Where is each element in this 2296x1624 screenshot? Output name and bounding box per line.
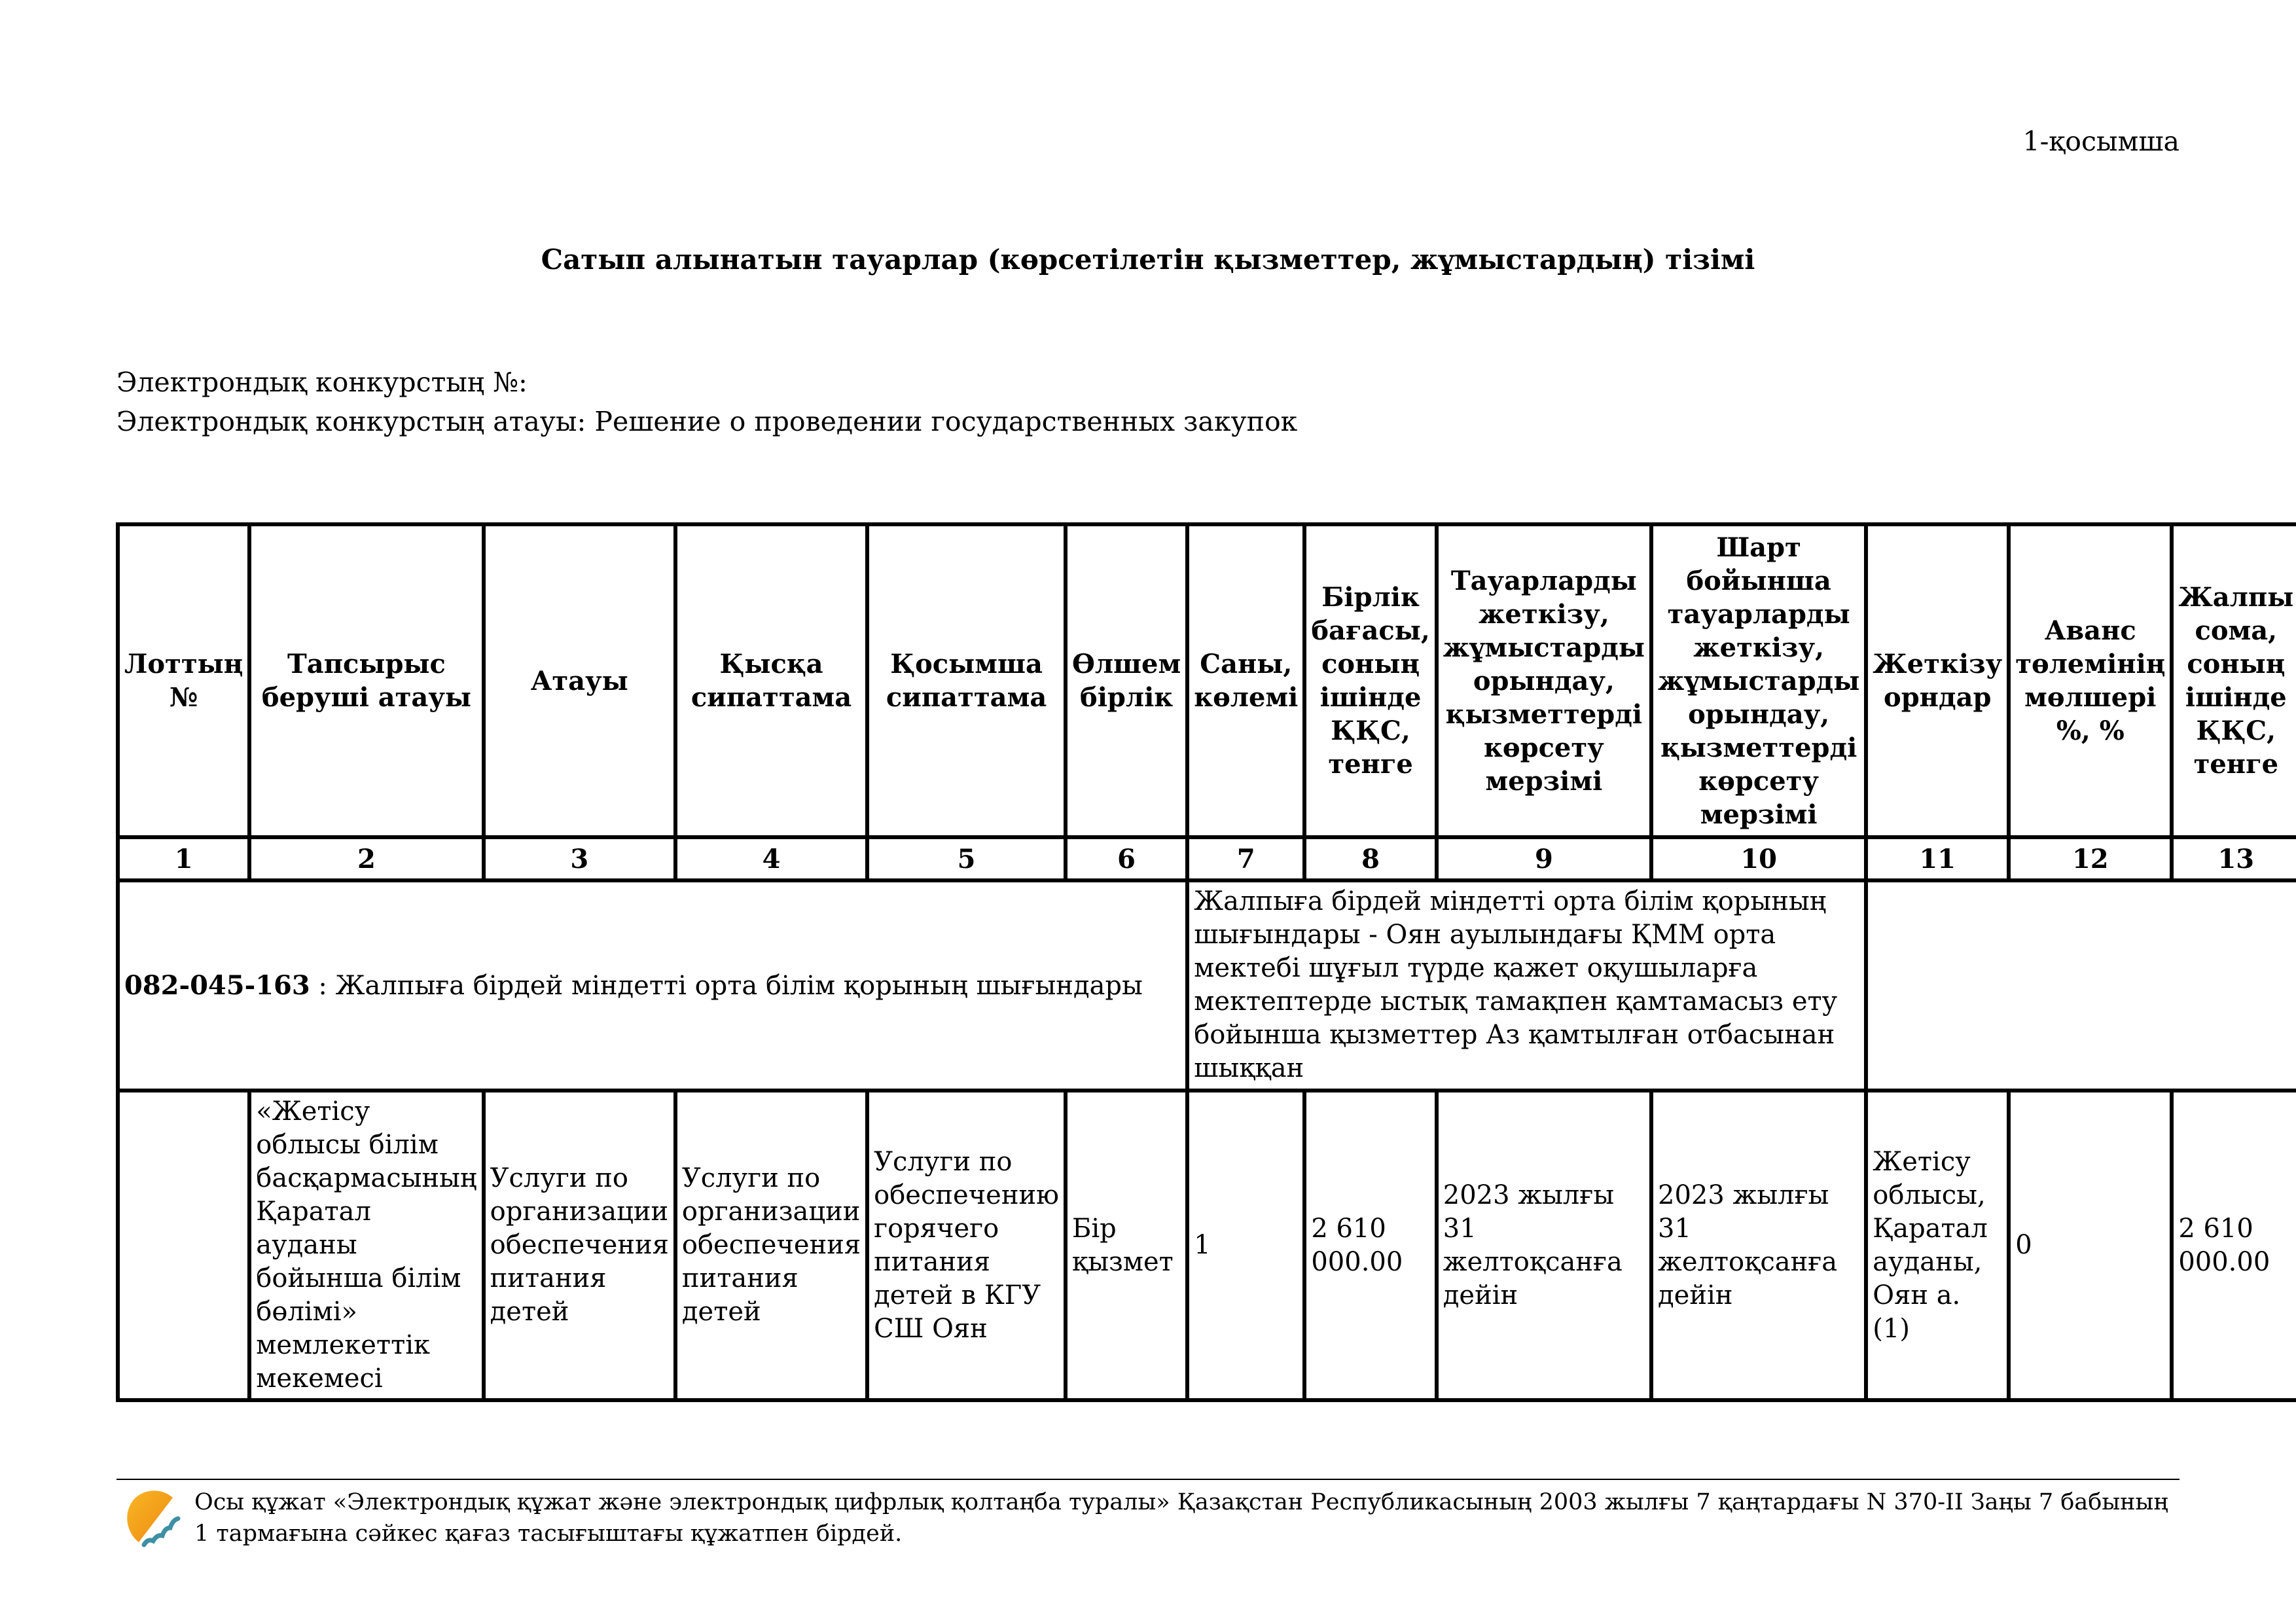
header-extra-desc: Қосымша сипаттама [867,524,1066,837]
column-number: 13 [2172,837,2296,880]
page-title: Сатып алынатын тауарлар (көрсетілетін қызметтер, жұмыстардың) тізімі [541,244,1755,276]
cell-quantity: 1 [1187,1091,1304,1400]
column-number: 1 [118,837,249,880]
section-name: Жалпыға бірдей міндетті орта білім қорының шығындары [335,970,1143,1001]
footer-divider [117,1479,2179,1480]
header-row [118,524,2296,837]
cell-delivery-place: Жетісу облысы, Қаратал ауданы, Оян а. (1) [1866,1091,2009,1400]
header-unit: Өлшем бірлік [1066,524,1187,837]
column-number: 7 [1187,837,1304,880]
section-code: 082-045-163 [124,969,310,1001]
column-number: 3 [484,837,675,880]
cell-delivery-term: 2023 жылғы 31 желтоқсанға дейін [1437,1091,1651,1400]
cell-name: Услуги по организации обеспечения питания детей [484,1091,675,1400]
procurement-table [116,522,2296,1402]
header-delivery-term: Тауарларды жеткізу, жұмыстарды орындау, қызметтерді көрсету мерзімі [1437,524,1651,837]
section-row [118,880,2296,1091]
column-number: 12 [2009,837,2172,880]
column-number-row [118,837,2296,880]
section-empty-cell [1866,880,2296,1091]
header-advance: Аванс төлемінің мөлшері %, % [2009,524,2172,837]
contest-name-line [117,405,1297,439]
header-lot-no: Лоттың № [118,524,249,837]
column-number: 9 [1437,837,1651,880]
cell-short-desc: Услуги по организации обеспечения питания детей [675,1091,867,1400]
cell-extra-desc: Услуги по обеспечению горячего питания детей в КГУ СШ Оян [867,1091,1066,1400]
cell-contract-term: 2023 жылғы 31 желтоқсанға дейін [1651,1091,1866,1400]
header-short-desc: Қысқа сипаттама [675,524,867,837]
column-number: 8 [1304,837,1436,880]
column-number: 10 [1651,837,1866,880]
contest-name-label: Электрондық конкурстың атауы: [117,406,586,437]
header-total: Жалпы сома, соның ішінде ҚҚС, тенге [2172,524,2296,837]
contest-number-line [117,365,528,399]
column-number: 6 [1066,837,1187,880]
header-quantity: Саны, көлемі [1187,524,1304,837]
header-contract-term: Шарт бойынша тауарларды жеткізу, жұмыстарды орындау, қызметтерді көрсету мерзімі [1651,524,1866,837]
column-number: 11 [1866,837,2009,880]
egov-logo-icon [122,1486,185,1549]
section-separator: : [310,970,336,1001]
column-number: 5 [867,837,1066,880]
header-delivery-place: Жеткізу орндар [1866,524,2009,837]
header-unit-price: Бірлік бағасы, соның ішінде ҚҚС, тенге [1304,524,1436,837]
cell-total: 2 610 000.00 [2172,1091,2296,1400]
section-description: Жалпыға бірдей міндетті орта білім қорының шығындары - Оян ауылындағы ҚММ орта мектебі шұғыл түрде қажет оқушыларға мектептерде ыстық тамақпен қамтамасыз ету бойынша қызметтер Аз қамтылған отбасынан шыққан [1187,880,1866,1091]
column-number: 4 [675,837,867,880]
annex-label: 1-қосымша [2022,126,2179,157]
cell-lot-no [118,1091,249,1400]
contest-number-label: Электрондық конкурстың №: [117,367,528,398]
footer-legal-text: Осы құжат «Электрондық құжат және электрондық цифрлық қолтаңба туралы» Қазақстан Республикасының 2003 жылғы 7 қаңтардағы N 370-II Заңы 7 бабының 1 тармағына сәйкес қағаз тасығыштағы құжатпен бірдей. [194,1489,2168,1547]
header-customer: Тапсырыс беруші атауы [249,524,483,837]
column-number: 2 [249,837,483,880]
header-name: Атауы [484,524,675,837]
table-row [118,1091,2296,1400]
cell-unit-price: 2 610 000.00 [1304,1091,1436,1400]
cell-unit: Бір қызмет [1066,1091,1187,1400]
section-title-cell [118,880,1187,1091]
contest-name-value: Решение о проведении государственных закупок [594,406,1298,437]
cell-advance: 0 [2009,1091,2172,1400]
cell-customer: «Жетісу облысы білім басқармасының Қаратал ауданы бойынша білім бөлімі» мемлекеттік мекемесі [249,1091,483,1400]
